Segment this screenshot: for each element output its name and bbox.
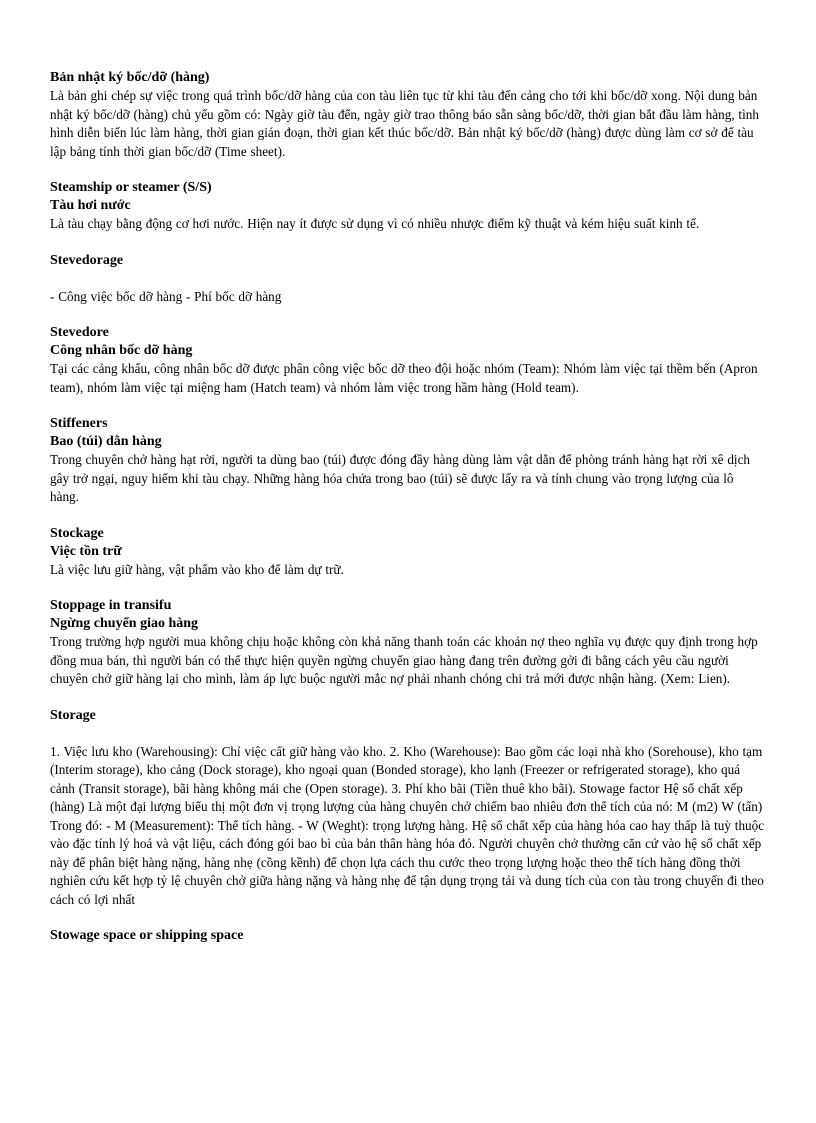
entry-term: Bản nhật ký bốc/dỡ (hàng) <box>50 70 210 85</box>
entry-term: Stevedorage <box>50 252 124 268</box>
entry-description: 1. Việc lưu kho (Warehousing): Chỉ việc cất giữ hàng vào kho. 2. Kho (Warehouse): Bao gồm các loại nhà kho (Sorehouse), kho tạm (Interim storage), kho cảng (Dock storage), kho ngoại quan (Bonded storage), kho lạnh (Freezer or refrigerated storage), kho quá cảnh (Transit storage), bãi hàng không mái che (Open storage). 3. Phí kho bãi (Tiền thuê kho bãi). Stowage factor Hệ số chất xếp (hàng) Là một đại lượng biểu thị một đơn vị trọng lượng của hàng chuyên chở chiếm bao nhiêu đơn thể tích của nó: M (m2) W (tấn) Trong đó: - M (Measurement): Thể tích hàng. - W (Weght): trọng lượng hàng. Hệ số chất xếp của hàng hóa cao hay thấp là tuỳ thuộc vào đặc tính lý hoá và vật liệu, cách đóng gói bao bì của bản thân hàng hóa đó. Người chuyên chở thường căn cứ vào hệ số chất xếp này để phân biệt hàng nặng, hàng nhẹ (cồng kềnh) để chọn lựa cách thu cước theo trọng lượng hoặc theo thể tích hàng đồng thời nghiên cứu kết hợp tỷ lệ chuyên chở giữa hàng nặng và hàng nhẹ để tận dụng trọng tải và dung tích của con tàu trong chuyến đi theo cách có lợi nhất <box>50 743 765 907</box>
glossary-entry-storage <box>50 707 766 910</box>
entry-term: Stowage space or shipping space <box>50 928 244 943</box>
entry-description: Là tàu chạy bằng động cơ hơi nước. Hiện nay ít được sử dụng vì có nhiều nhược điểm kỹ thuật và kém hiệu suất kinh tế. <box>50 216 700 231</box>
entry-term: Stockage <box>50 525 104 541</box>
document-page <box>50 69 766 963</box>
glossary-entry-stevedorage <box>50 252 766 307</box>
entry-term: Stevedore <box>50 325 109 340</box>
entry-description: Trong trường hợp người mua không chịu hoặc không còn khả năng thanh toán các khoản nợ theo nghĩa vụ được quy định trong hợp đồng mua bán, thì người bán có thể thực hiện quyền ngừng chuyển giao hàng đang trên đường gởi đi bằng cách yêu cầu người chuyên chở giữ hàng lại cho mình, làm áp lực buộc người mắc nợ phải nhanh chóng chi trả mới được nhận hàng. (Xem: Lien). <box>50 634 758 686</box>
glossary-entry-stiffeners <box>50 415 766 507</box>
glossary-entry-steamship <box>50 179 766 234</box>
entry-term: Storage <box>50 707 96 723</box>
entry-subterm: Việc tồn trữ <box>50 543 122 559</box>
glossary-entry-stowage-space <box>50 927 766 945</box>
glossary-entry-stoppage-in-transit <box>50 597 766 689</box>
entry-description: Tại các cảng khẩu, công nhân bốc dỡ được phân công việc bốc dỡ theo đội hoặc nhóm (Team): Nhóm làm việc tại thềm bến (Apron team), nhóm làm việc tại miệng ham (Hatch team) và nhóm làm việc trong hầm hàng (Hold team). <box>50 361 758 395</box>
glossary-entry-stockage <box>50 525 766 580</box>
entry-gap <box>50 725 766 743</box>
entry-term: Stiffeners <box>50 416 108 431</box>
entry-term: Steamship or steamer (S/S) <box>50 180 212 195</box>
entry-description: Trong chuyên chở hàng hạt rời, người ta dùng bao (túi) được đóng đầy hàng dùng làm vật dằn để phòng tránh hàng hạt rời xê dịch gây trở ngại, nguy hiểm khi tàu chạy. Những hàng hóa chứa trong bao (túi) sẽ được lấy ra và tính chung vào trọng lượng của lô hàng. <box>50 452 751 504</box>
glossary-entry-loading-log <box>50 69 766 161</box>
entry-subterm: Công nhân bốc dỡ hàng <box>50 343 193 358</box>
entry-gap <box>50 270 766 288</box>
entry-description: - Công việc bốc dỡ hàng - Phí bốc dỡ hàng <box>50 288 282 304</box>
entry-subterm: Tàu hơi nước <box>50 198 131 213</box>
entry-description: Là việc lưu giữ hàng, vật phẩm vào kho để làm dự trữ. <box>50 561 344 577</box>
entry-description: Là bản ghi chép sự việc trong quá trình bốc/dỡ hàng của con tàu liên tục từ khi tàu đến cảng cho tới khi bốc/dỡ xong. Nội dung bản nhật ký bốc/dỡ (hàng) chủ yếu gồm có: Ngày giờ tàu đến, ngày giờ trao thông báo sẵn sàng bốc/dỡ, thời gian bắt đầu làm hàng, tình hình diễn biến lúc làm hàng, thời gian gián đoạn, thời gian kết thúc bốc/dỡ. Bản nhật ký bốc/dỡ (hàng) được dùng làm cơ sở để tàu lập bảng tính thời gian bốc/dỡ (Time sheet). <box>50 88 759 159</box>
glossary-entry-stevedore <box>50 324 766 397</box>
entry-subterm: Ngừng chuyển giao hàng <box>50 616 199 631</box>
entry-term: Stoppage in transifu <box>50 598 172 613</box>
entry-subterm: Bao (túi) dằn hàng <box>50 434 162 449</box>
